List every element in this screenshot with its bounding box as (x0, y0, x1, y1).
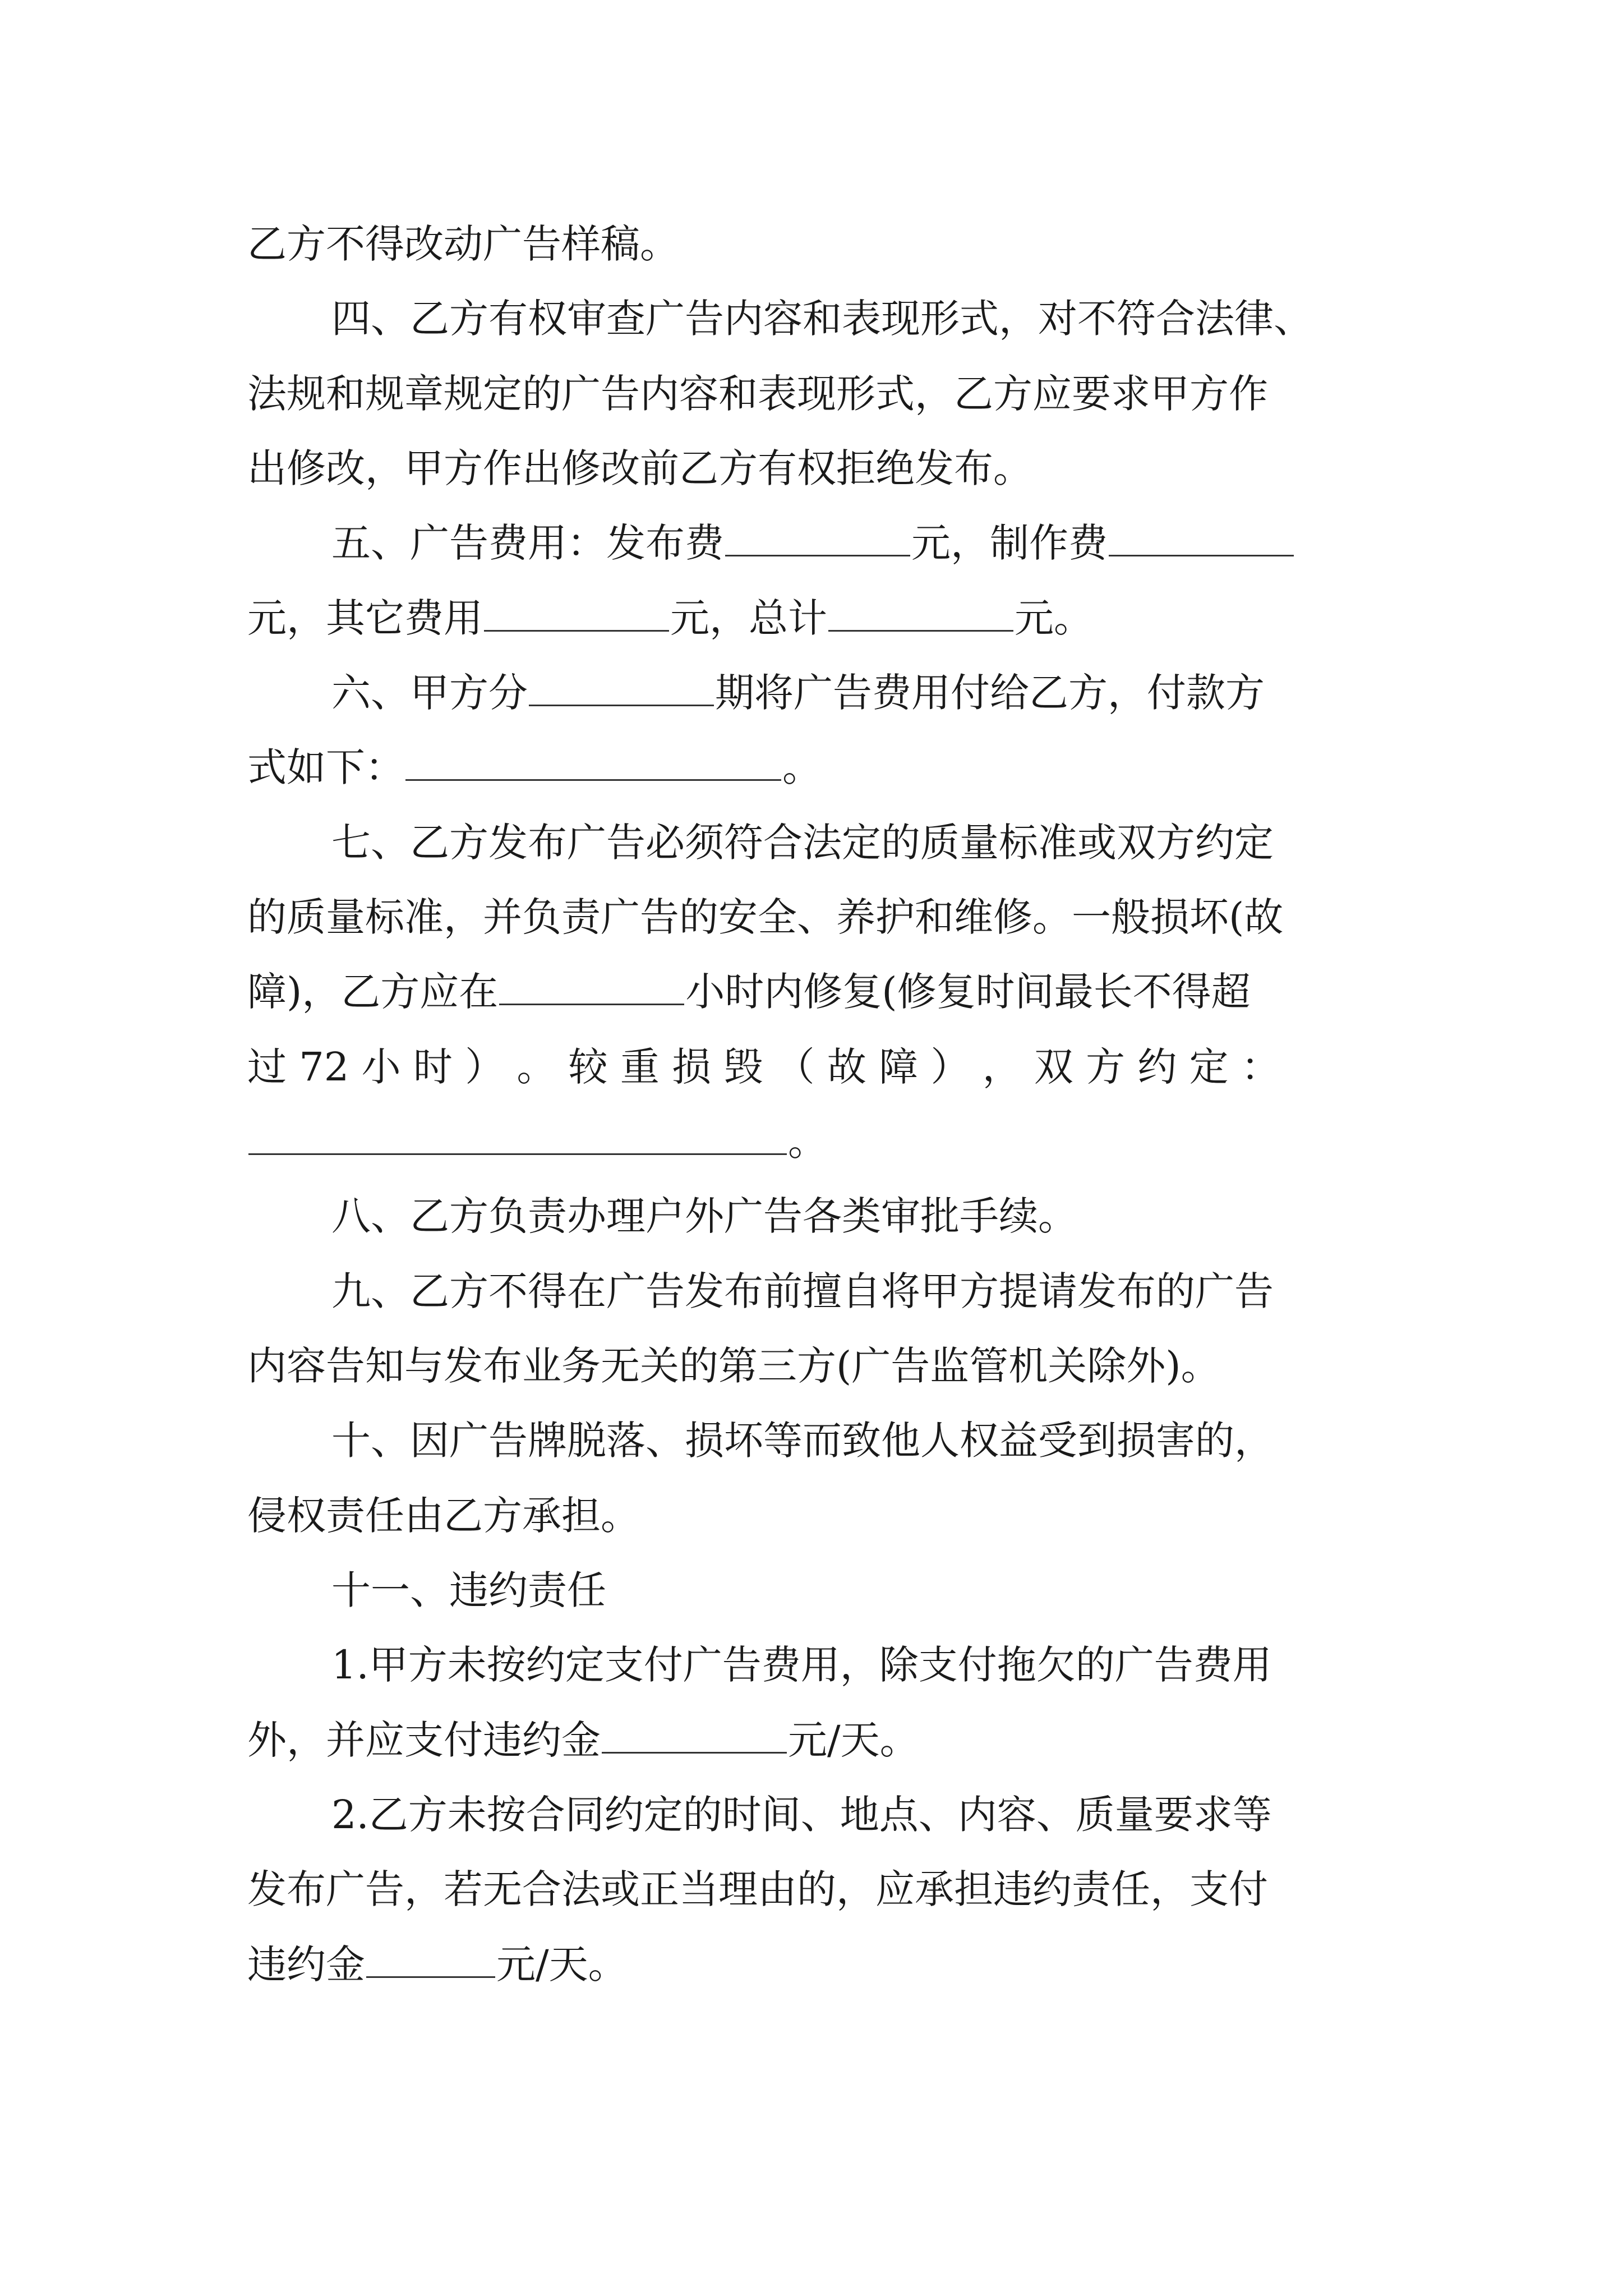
item-2-line (331, 1787, 1272, 1843)
clause-4-line (331, 291, 1313, 347)
clause-11-heading (331, 1562, 606, 1618)
text-run: 六、甲方分 (331, 670, 528, 716)
text-line (247, 739, 822, 795)
text-line (247, 889, 1283, 945)
text-run: 七、乙方发布广告必须符合法定的质量标准或双方约定 (331, 820, 1274, 866)
clause-7-line (331, 815, 1274, 871)
total-fee-blank[interactable] (828, 596, 1013, 632)
text-line (247, 1936, 628, 1993)
text-run: 障)，乙方应在 (247, 969, 499, 1015)
clause-5-line (331, 515, 1295, 571)
text-line (247, 1114, 827, 1170)
other-fee-blank[interactable] (484, 596, 669, 632)
payment-method-blank[interactable] (405, 746, 781, 781)
text-line (247, 366, 1268, 422)
text-line (247, 1338, 1220, 1394)
text-run: 元/天。 (788, 1717, 919, 1763)
text-run: 元，总计 (670, 595, 827, 641)
text-line (247, 1488, 640, 1544)
production-fee-blank[interactable] (1109, 521, 1294, 556)
text-run: 的质量标准，并负责广告的安全、养护和维修。一般损坏(故 (247, 894, 1284, 940)
text-run: 法规和规章规定的广告内容和表现形式，乙方应要求甲方作 (247, 371, 1268, 417)
text-run: 乙方不得改动广告样稿。 (247, 221, 679, 267)
text-run: 违约金 (247, 1941, 365, 1987)
text-line (247, 1861, 1268, 1917)
text-line (247, 964, 1251, 1020)
text-line (247, 1712, 919, 1768)
text-run: 八、乙方负责办理户外广告各类审批手续。 (331, 1193, 1077, 1239)
text-run: 1.甲方未按约定支付广告费用，除支付拖欠的广告费用 (331, 1642, 1272, 1688)
text-run: 小时内修复(修复时间最长不得超 (685, 969, 1251, 1015)
publish-fee-blank[interactable] (725, 521, 910, 556)
text-run: 元。 (1015, 595, 1093, 641)
penalty-b-blank[interactable] (366, 1943, 495, 1978)
item-1-line (331, 1637, 1272, 1693)
repair-hours-blank[interactable] (499, 970, 684, 1005)
text-run: 2.乙方未按合同约定的时间、地点、内容、质量要求等 (331, 1792, 1272, 1838)
text-run: 元/天。 (496, 1941, 628, 1987)
text-run: 五、广告费用：发布费 (331, 520, 724, 566)
text-run: 内容告知与发布业务无关的第三方(广告监管机关除外)。 (247, 1343, 1220, 1389)
clause-10-line (331, 1412, 1274, 1469)
text-run: 过 72 小 时 ） 。 较 重 损 毁 （ 故 障 ） ， 双 方 约 定 ： (247, 1044, 1280, 1090)
text-run: 十一、违约责任 (331, 1567, 606, 1613)
clause-6-line (331, 665, 1265, 721)
text-run: 侵权责任由乙方承担。 (247, 1493, 640, 1539)
clause-9-line (331, 1263, 1274, 1319)
text-run: 期将广告费用付给乙方，付款方 (715, 670, 1265, 716)
text-line (247, 590, 1093, 646)
text-run: 式如下： (247, 744, 404, 790)
text-run: 出修改，甲方作出修改前乙方有权拒绝发布。 (247, 445, 1032, 491)
installments-blank[interactable] (529, 671, 714, 706)
clause-8-line (331, 1188, 1077, 1244)
text-run: 元，制作费 (911, 520, 1108, 566)
text-run: 九、乙方不得在广告发布前擅自将甲方提请发布的广告 (331, 1268, 1274, 1314)
text-run: 十、因广告牌脱落、损坏等而致他人权益受到损害的， (331, 1418, 1274, 1464)
penalty-a-blank[interactable] (602, 1718, 787, 1754)
text-run: 外，并应支付违约金 (247, 1717, 601, 1763)
text-run: 元，其它费用 (247, 595, 483, 641)
severe-damage-agreement-blank[interactable] (248, 1120, 787, 1155)
text-run: 。 (788, 1119, 827, 1165)
text-line (247, 440, 1032, 496)
text-run: 发布广告，若无合法或正当理由的，应承担违约责任，支付 (247, 1866, 1268, 1912)
text-run: 四、乙方有权审查广告内容和表现形式，对不符合法律、 (331, 296, 1313, 342)
text-line (247, 1039, 1280, 1095)
text-line (247, 216, 679, 272)
text-run: 。 (782, 744, 822, 790)
